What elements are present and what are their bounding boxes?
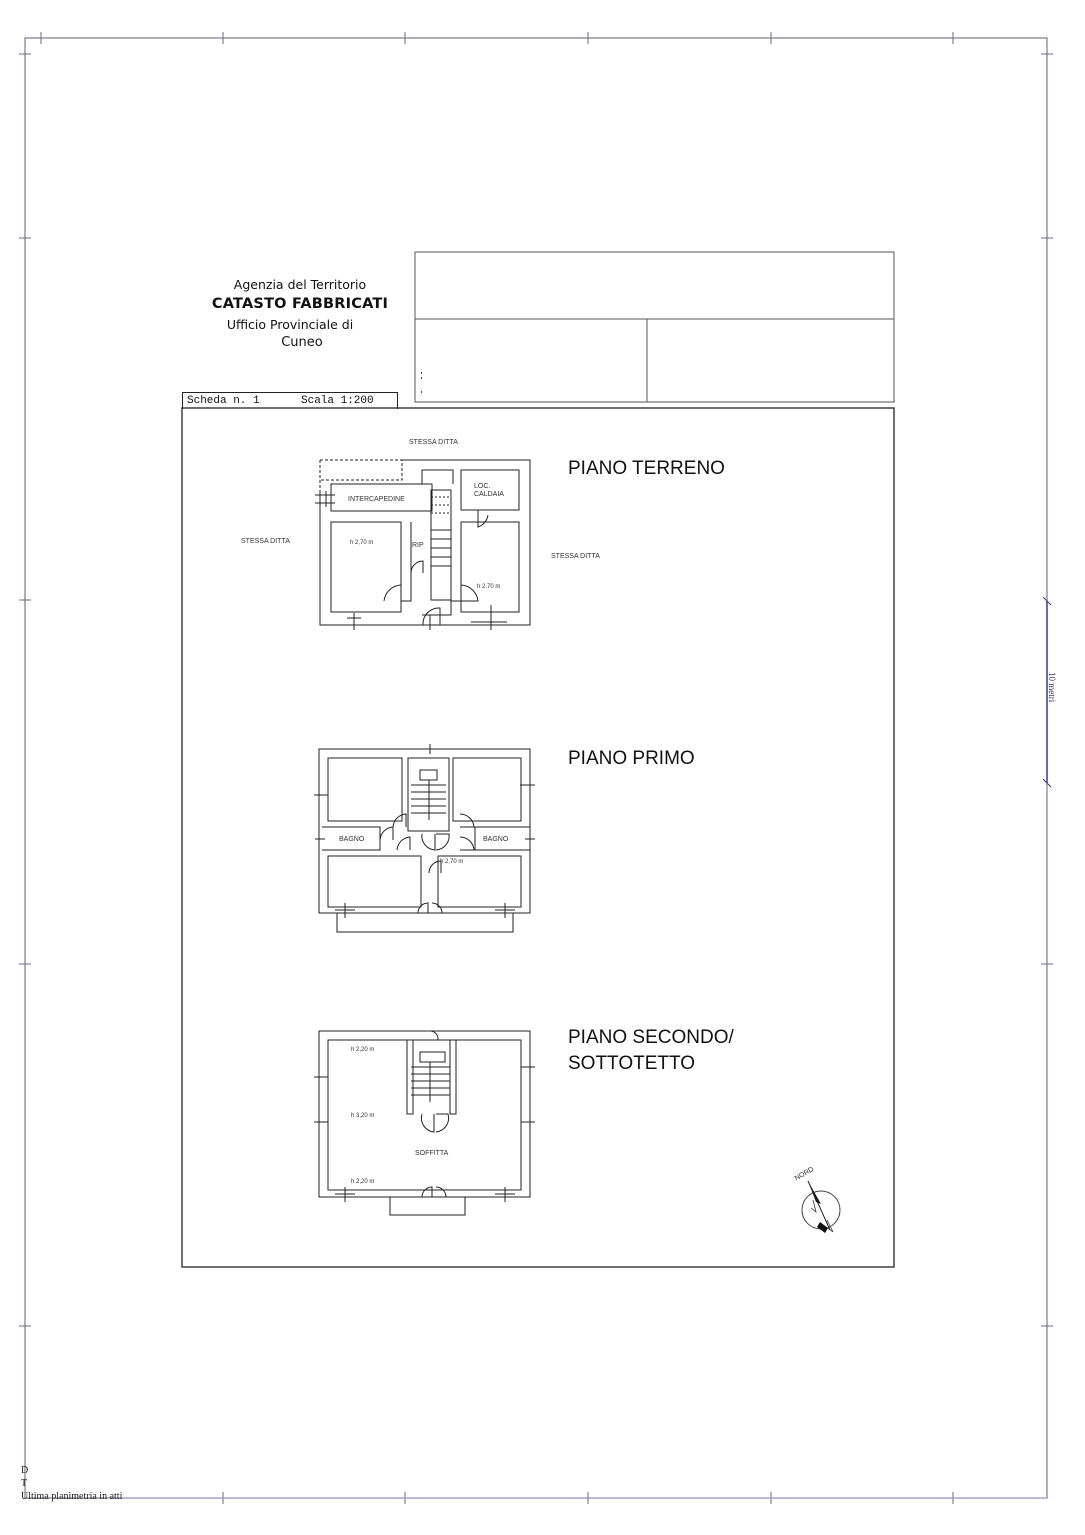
floor-plan-first bbox=[310, 740, 550, 940]
room-label-bagno-right: BAGNO bbox=[483, 836, 509, 843]
height-label: h 2,20 m bbox=[351, 1179, 375, 1185]
floor-plan-ground bbox=[310, 455, 540, 635]
floor-plan-second bbox=[310, 1022, 550, 1222]
room-label-intercapedine: INTERCAPEDINE bbox=[348, 496, 405, 503]
registry-title: CATASTO FABBRICATI bbox=[211, 296, 389, 312]
height-label: h 2,70 m bbox=[477, 584, 501, 590]
height-label: h 2,70 m bbox=[440, 859, 464, 865]
scale-bar-label: 10 metri bbox=[1047, 672, 1057, 703]
svg-text:NORD: NORD bbox=[793, 1165, 816, 1183]
room-label-loc: LOC. bbox=[474, 483, 491, 490]
footer-line-1: D bbox=[21, 1465, 29, 1476]
sheet-info-box bbox=[182, 392, 398, 409]
info-table bbox=[415, 252, 894, 402]
height-label: h 2,70 m bbox=[350, 540, 374, 546]
footer-last-plan-note: Ultima planimetria in atti bbox=[21, 1491, 123, 1502]
footer-line-2: T bbox=[21, 1478, 28, 1489]
room-label-bagno-left: BAGNO bbox=[339, 836, 365, 843]
sheet-number: Scheda n. 1 bbox=[187, 395, 260, 407]
agency-name: Agenzia del Territorio bbox=[233, 277, 367, 292]
neighbor-label-left: STESSA DITTA bbox=[241, 538, 290, 545]
plan-title-second-floor: PIANO SECONDO/ SOTTOTETTO bbox=[568, 1027, 734, 1074]
north-compass-icon bbox=[780, 1150, 860, 1245]
height-label: h 3,20 m bbox=[351, 1113, 375, 1119]
office-label: Ufficio Provinciale di bbox=[226, 317, 354, 332]
office-city: Cuneo bbox=[281, 335, 323, 350]
sheet-scale: Scala 1:200 bbox=[301, 395, 374, 407]
room-label-caldaia: CALDAIA bbox=[474, 491, 504, 498]
neighbor-label-top: STESSA DITTA bbox=[409, 439, 458, 446]
room-label-soffitta: SOFFITTA bbox=[415, 1150, 449, 1157]
plan-title-ground-floor: PIANO TERRENO bbox=[568, 458, 725, 479]
room-label-rip: RIP bbox=[412, 542, 424, 549]
plan-title-first-floor: PIANO PRIMO bbox=[568, 748, 695, 769]
neighbor-label-right: STESSA DITTA bbox=[551, 553, 600, 560]
height-label: h 2,20 m bbox=[351, 1047, 375, 1053]
